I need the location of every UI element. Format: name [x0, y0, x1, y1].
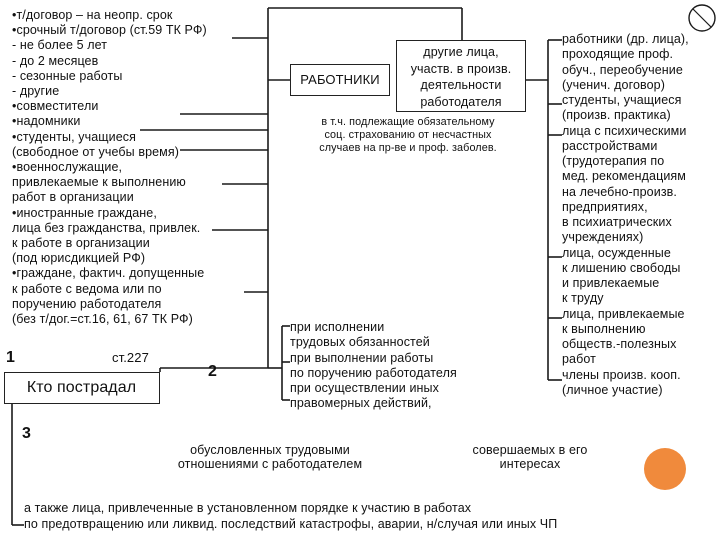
list-item: •студенты, учащиеся: [12, 129, 136, 144]
list-item: - сезонные работы: [12, 68, 123, 83]
employee-category-list: [12, 8, 207, 327]
section-number-1: 1: [6, 349, 15, 366]
list-item: (свободное от учебы время): [12, 144, 180, 159]
list-item: привлекаемые к выполнению: [12, 175, 186, 190]
list-item: (произв. практика): [562, 108, 671, 123]
list-item: лица с психическими: [562, 123, 687, 138]
list-item: •военнослужащие,: [12, 160, 123, 175]
section-number-3: 3: [22, 425, 31, 442]
section-number-2: 2: [208, 363, 217, 380]
list-item: (под юрисдикцией РФ): [12, 251, 146, 266]
list-item: •иностранные граждане,: [12, 205, 157, 220]
list-item: - другие: [12, 84, 60, 99]
list-item: проходящие проф.: [562, 47, 674, 62]
list-item: (без т/дог.=ст.16, 61, 67 ТК РФ): [12, 312, 193, 327]
other-persons-category-list: [562, 32, 689, 398]
list-item: к работе с ведома или по: [12, 281, 162, 296]
list-item: (трудотерапия по: [562, 154, 665, 168]
list-item: на лечебно-произв.: [562, 184, 677, 199]
circumstances-list: [290, 320, 457, 412]
list-item: по поручению работодателя: [290, 365, 457, 380]
who-injured-box: [4, 372, 160, 404]
other-persons-box: [396, 40, 526, 112]
list-item: обществ.-полезных: [562, 337, 677, 351]
insurance-note: в т.ч. подлежащие обязательному соц. страхованию от несчастных случаев на пр-ве и проф. заболев.: [319, 116, 497, 154]
list-item: лица, привлекаемые: [562, 306, 685, 321]
workers-label: РАБОТНИКИ: [300, 72, 380, 87]
list-item: к выполнению: [562, 321, 646, 336]
list-item: трудовых обязанностей: [290, 335, 430, 350]
list-item: лица, осужденные: [562, 245, 671, 260]
list-item: •совместители: [12, 99, 99, 114]
list-item: в психиатрических: [562, 215, 672, 229]
list-item: •граждане, фактич. допущенные: [12, 266, 205, 281]
list-item: правомерных действий,: [290, 396, 432, 411]
list-item: •т/договор – на неопр. срок: [12, 8, 173, 22]
list-item: обуч., переобучение: [562, 62, 683, 77]
list-item: предприятиях,: [562, 199, 648, 214]
list-item: члены произв. кооп.: [562, 367, 681, 382]
conditioned-by-labor-text: обусловленных трудовыми отношениями с работодателем: [177, 443, 363, 471]
list-item: - не более 5 лет: [12, 38, 108, 53]
who-injured-label: Кто пострадал: [26, 379, 137, 396]
orange-circle-decoration: [644, 448, 686, 490]
list-item: к работе в организации: [12, 236, 150, 251]
list-item: и привлекаемые: [562, 276, 660, 290]
list-item: работ в организации: [12, 190, 134, 205]
bottom-note: а также лица, привлеченные в установленном порядке к участию в работах по предотвращению или ликвид. последствий катастрофы, аварии, н/случая или иных ЧП: [24, 501, 558, 531]
list-item: •надомники: [12, 114, 81, 129]
article-label: ст.227: [112, 350, 149, 365]
list-item: к лишению свободы: [562, 260, 681, 275]
list-item: студенты, учащиеся: [562, 93, 682, 107]
list-item: при осуществлении иных: [290, 381, 439, 396]
list-item: лица без гражданства, привлек.: [12, 220, 201, 235]
workers-box: [290, 64, 390, 96]
list-item: работ: [562, 352, 596, 367]
list-item: работники (др. лица),: [562, 32, 689, 46]
list-item: учреждениях): [562, 230, 644, 245]
list-item: к труду: [562, 291, 604, 306]
list-item: •срочный т/договор (ст.59 ТК РФ): [12, 23, 207, 38]
list-item: расстройствами: [562, 138, 658, 153]
list-item: поручению работодателя: [12, 296, 162, 311]
list-item: при исполнении: [290, 320, 385, 334]
list-item: - до 2 месяцев: [12, 53, 99, 68]
list-item: (личное участие): [562, 382, 663, 397]
list-item: мед. рекомендациям: [562, 169, 686, 184]
other-persons-text: другие лица, участв. в произв. деятельности работодателя: [410, 45, 512, 109]
list-item: при выполнении работы: [290, 350, 434, 365]
in-employer-interest-text: совершаемых в его интересах: [472, 443, 588, 471]
list-item: (ученич. договор): [562, 77, 665, 92]
